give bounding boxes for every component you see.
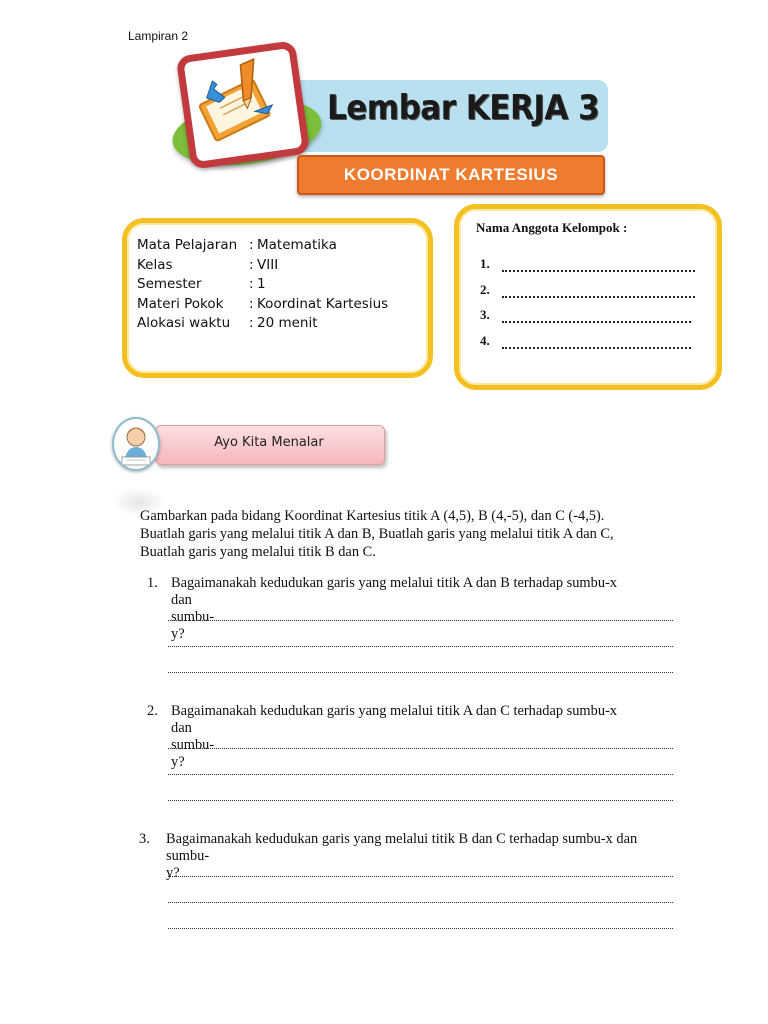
info-value: VIII xyxy=(257,256,279,273)
group-members-title: Nama Anggota Kelompok : xyxy=(476,220,628,235)
info-row xyxy=(137,314,388,334)
student-avatar-icon xyxy=(112,417,160,471)
question-text: Bagaimanakah kedudukan garis yang melalui titik A dan C terhadap sumbu-x xyxy=(171,703,618,719)
appendix-label: Lampiran 2 xyxy=(128,29,189,43)
question-text: dan sumbu-y? xyxy=(171,720,215,770)
section-header-label: Ayo Kita Menalar xyxy=(214,435,324,450)
info-label: Alokasi waktu xyxy=(137,315,231,332)
instruction-line: Buatlah garis yang melalui titik A dan B, Buatlah garis yang melalui titik A dan C, xyxy=(140,526,614,542)
info-label: Materi Pokok xyxy=(137,295,224,312)
instruction-line: Buatlah garis yang melalui titik B dan C. xyxy=(140,544,376,560)
info-separator: : xyxy=(249,276,254,293)
answer-line[interactable] xyxy=(168,740,673,749)
worksheet-title: Lembar KERJA 3 xyxy=(327,88,600,128)
member-line[interactable] xyxy=(480,307,691,323)
answer-line[interactable] xyxy=(168,612,673,621)
info-value: 1 xyxy=(257,276,266,293)
member-line[interactable] xyxy=(480,333,691,349)
info-value: 20 menit xyxy=(257,315,318,332)
member-line[interactable] xyxy=(480,282,695,298)
answer-line[interactable] xyxy=(168,894,673,903)
answer-line[interactable] xyxy=(168,792,673,801)
member-line[interactable] xyxy=(480,256,695,272)
member-name-blank[interactable] xyxy=(502,312,691,323)
question-number: 1. xyxy=(147,575,158,591)
member-number: 3. xyxy=(480,307,490,322)
info-row xyxy=(137,236,388,256)
info-value: Koordinat Kartesius xyxy=(257,295,389,312)
worksheet-subtitle: KOORDINAT KARTESIUS xyxy=(297,155,605,195)
answer-line[interactable] xyxy=(168,766,673,775)
info-row xyxy=(137,275,388,295)
info-separator: : xyxy=(249,256,254,273)
info-row xyxy=(137,256,388,276)
info-separator: : xyxy=(249,295,254,312)
member-number: 2. xyxy=(480,282,490,297)
question-text: Bagaimanakah kedudukan garis yang melalui titik A dan B terhadap sumbu-x xyxy=(171,575,618,591)
subject-info-list xyxy=(137,236,388,334)
member-number: 4. xyxy=(480,333,490,348)
info-label: Kelas xyxy=(137,256,173,273)
member-number: 1. xyxy=(480,256,490,271)
answer-line[interactable] xyxy=(168,868,673,877)
worksheet-logo-icon xyxy=(176,40,311,170)
answer-line[interactable] xyxy=(168,920,673,929)
info-row xyxy=(137,295,388,315)
answer-line[interactable] xyxy=(168,638,673,647)
instruction-line: Gambarkan pada bidang Koordinat Kartesius titik A (4,5), B (4,-5), dan C (-4,5). xyxy=(140,508,605,524)
question-text: sumbu-y? xyxy=(166,848,210,881)
question-number: 2. xyxy=(147,703,158,719)
info-label: Semester xyxy=(137,276,202,293)
instruction-paragraph xyxy=(140,507,680,561)
question-text: dan sumbu-y? xyxy=(171,592,215,642)
member-name-blank[interactable] xyxy=(502,338,691,349)
info-separator: : xyxy=(249,237,254,253)
info-separator: : xyxy=(249,315,254,332)
info-value: Matematika xyxy=(257,237,337,253)
question-text: Bagaimanakah kedudukan garis yang melalui titik B dan C terhadap sumbu-x dan xyxy=(166,831,638,847)
member-name-blank[interactable] xyxy=(502,287,695,298)
member-name-blank[interactable] xyxy=(502,261,695,272)
question-number: 3. xyxy=(139,831,150,847)
info-label: Mata Pelajaran xyxy=(137,237,238,253)
answer-line[interactable] xyxy=(168,664,673,673)
